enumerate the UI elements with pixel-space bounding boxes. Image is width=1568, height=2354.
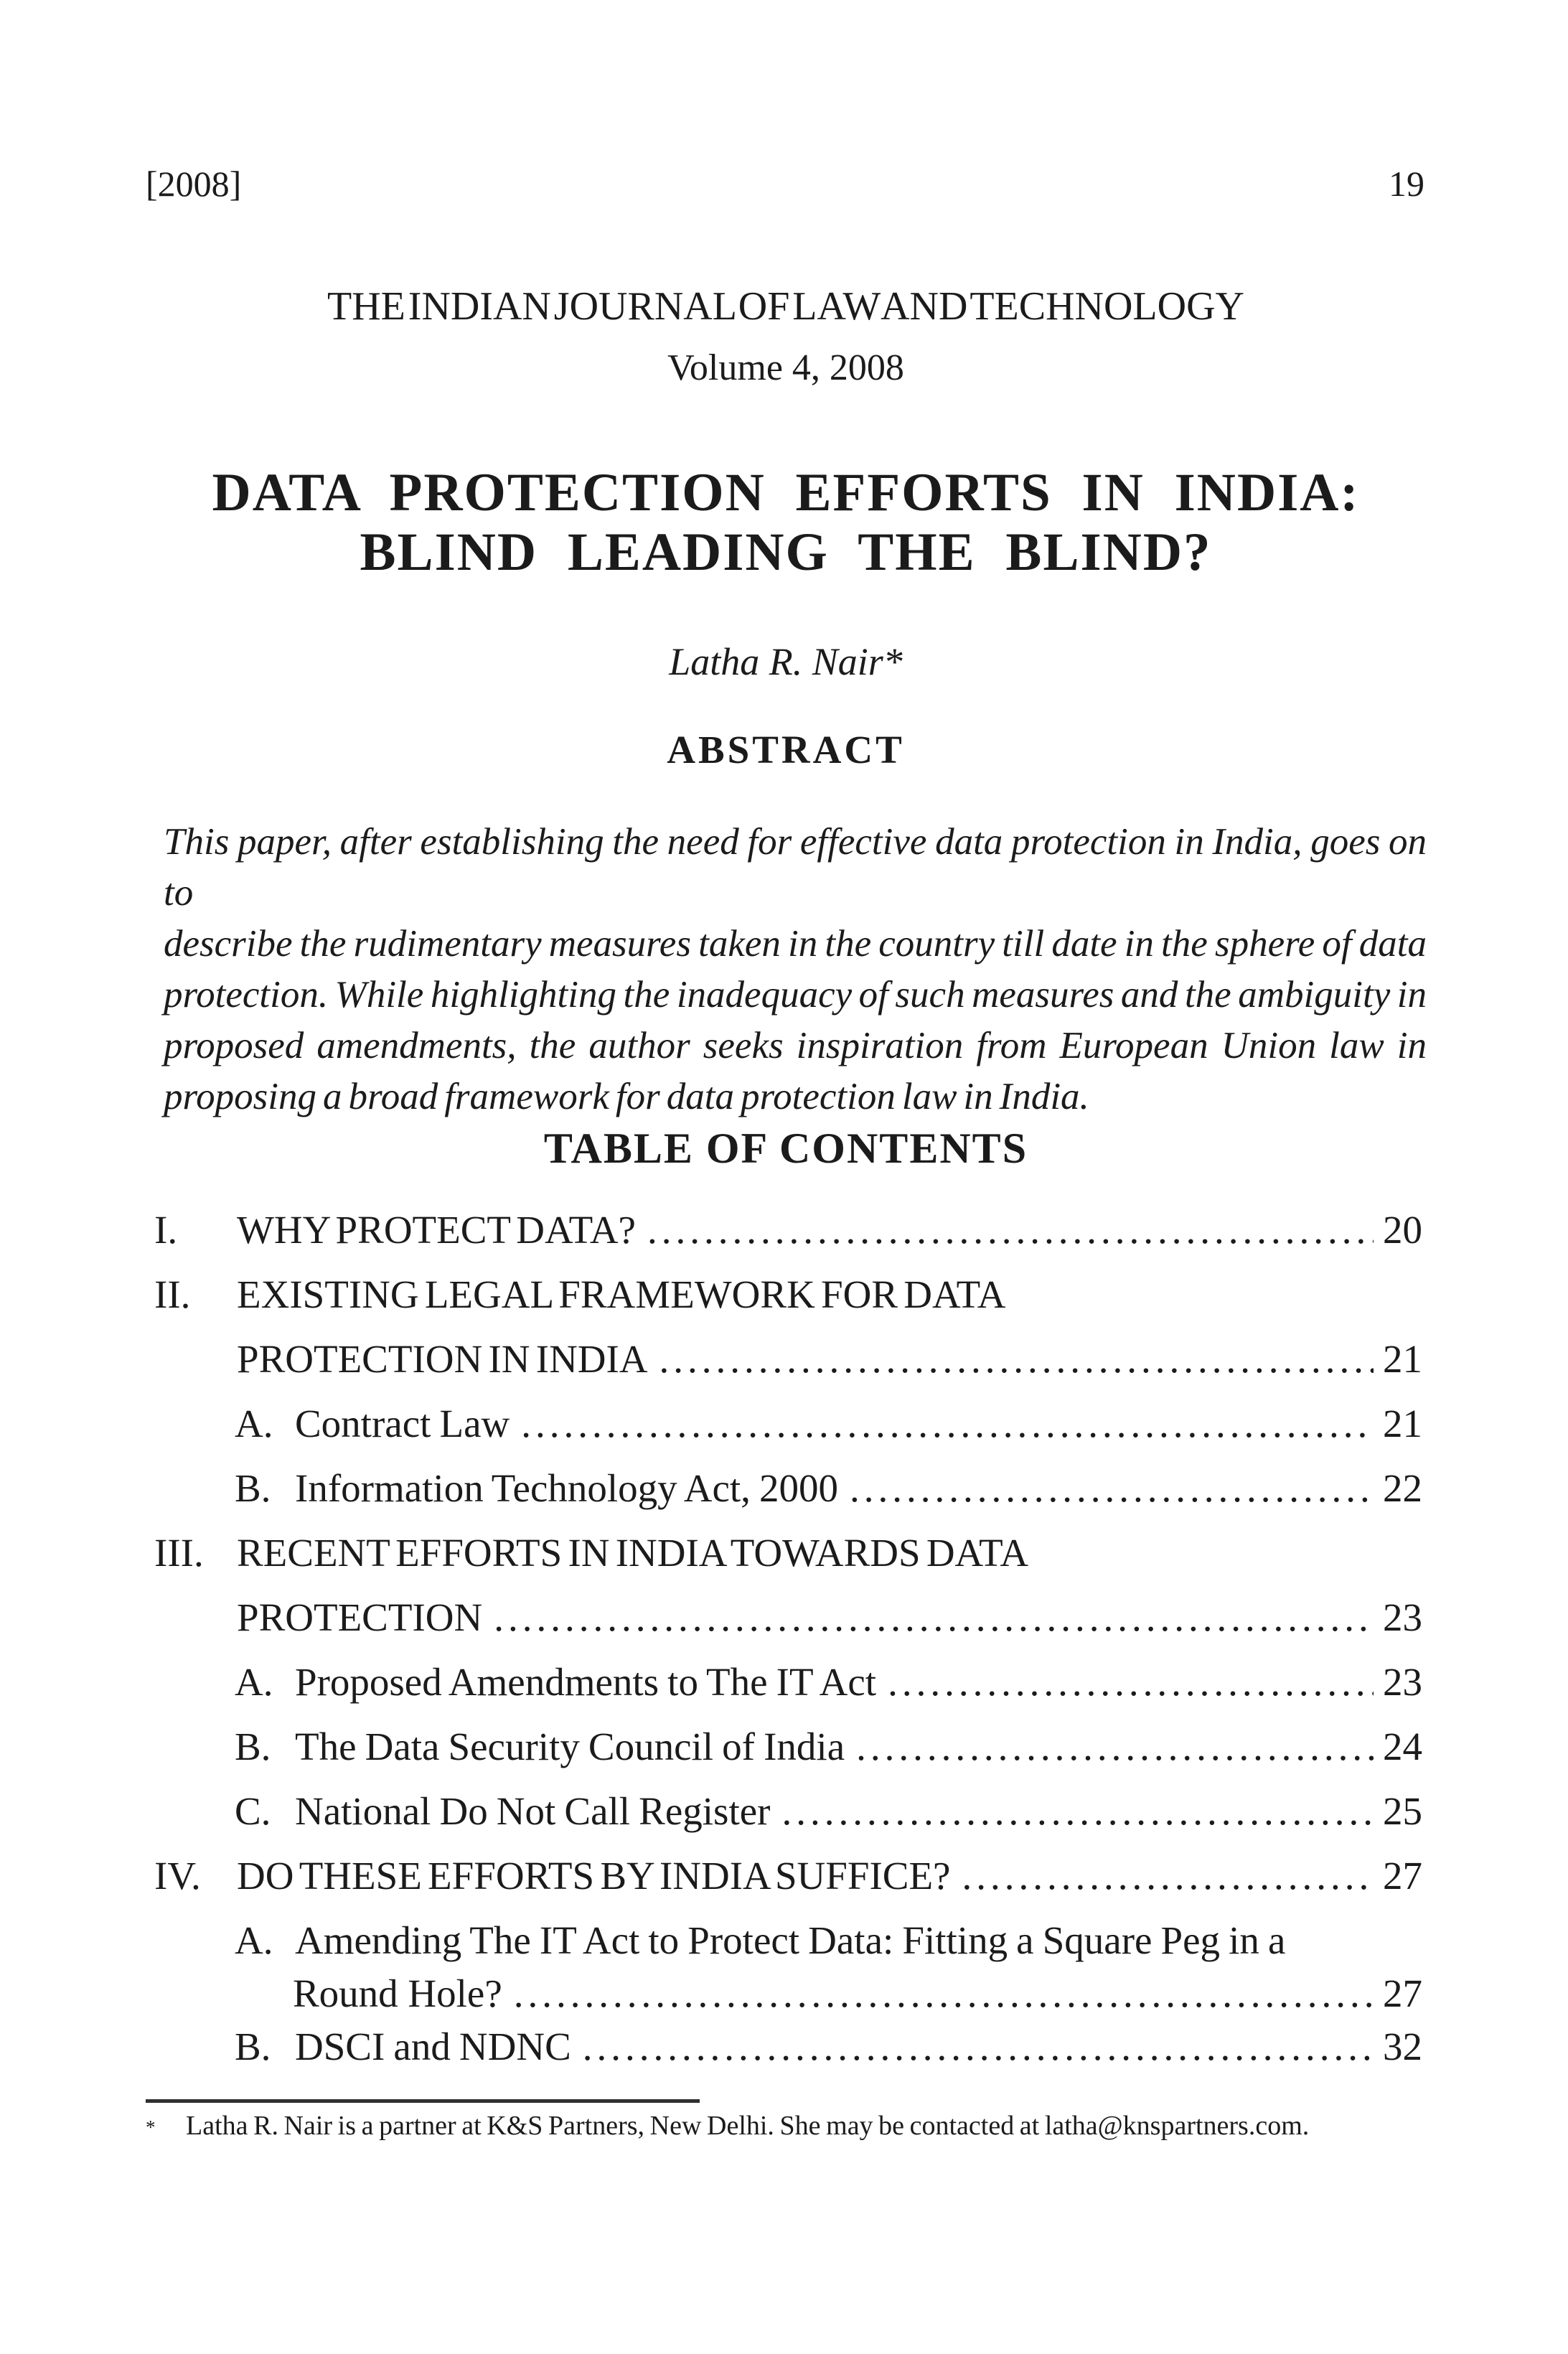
toc-entry-number: C.: [235, 1789, 271, 1833]
toc-leader-dots: [962, 1844, 1374, 1908]
toc-leader-dots: [888, 1650, 1374, 1715]
toc-entry-label: Round Hole?: [293, 1971, 502, 2015]
toc-entry-label: EXISTING LEGAL FRAMEWORK FOR DATA: [237, 1272, 1006, 1316]
toc-leader-dots: [659, 1327, 1374, 1392]
toc-entry-number: B.: [235, 2025, 271, 2068]
toc-leader-dots: [494, 1585, 1374, 1650]
toc-entry-label: Contract Law: [295, 1402, 510, 1445]
abstract-line: protection. While highlighting the inadequacy of such measures and the ambiguity in: [164, 974, 1427, 1016]
toc-entry-label: RECENT EFFORTS IN INDIA TOWARDS DATA: [237, 1531, 1029, 1575]
toc-entry-page: 25: [1383, 1789, 1422, 1833]
toc-entry: [146, 1456, 1422, 1521]
toc-entry: [146, 1908, 1422, 1973]
header-page-number: 19: [1389, 164, 1424, 204]
toc-entry-page: 32: [1383, 2025, 1422, 2068]
toc-entry: [146, 1844, 1422, 1908]
toc-entry-number: A.: [235, 1402, 273, 1445]
abstract-line: proposed amendments, the author seeks inspiration from European Union law in: [164, 1025, 1427, 1066]
toc-leader-dots: [781, 1779, 1374, 1844]
toc-entry: [146, 1392, 1422, 1456]
toc-entry-label: Proposed Amendments to The IT Act: [295, 1660, 877, 1704]
toc-entry-page: 27: [1383, 1971, 1422, 2015]
header-year: [2008]: [146, 164, 242, 204]
toc-entry-label: DO THESE EFFORTS BY INDIA SUFFICE?: [237, 1854, 951, 1898]
author-name: Latha R. Nair*: [669, 640, 903, 683]
toc-entry-number: B.: [235, 1466, 271, 1510]
toc-entry-number: A.: [235, 1660, 273, 1704]
toc-entry: [146, 1973, 1422, 2015]
toc-entry-number: IV.: [154, 1854, 201, 1898]
toc-leader-dots: [514, 1973, 1374, 2015]
toc-entry-page: 21: [1383, 1337, 1422, 1381]
footnote-separator-rule: [146, 2099, 700, 2103]
toc-entry-label: WHY PROTECT DATA?: [237, 1208, 636, 1252]
toc-entry-label: Information Technology Act, 2000: [295, 1466, 838, 1510]
toc-leader-dots: [850, 1456, 1374, 1521]
toc-entry: [146, 2015, 1422, 2079]
toc-entry: [146, 1262, 1422, 1327]
toc-entry-page: 23: [1383, 1595, 1422, 1639]
toc-entry: [146, 1650, 1422, 1715]
article-title: [147, 463, 1424, 582]
toc-entry-page: 24: [1383, 1725, 1422, 1768]
toc-entry-label: The Data Security Council of India: [295, 1725, 845, 1768]
toc-entry: [146, 1198, 1422, 1262]
toc-entry-number: II.: [154, 1272, 191, 1316]
volume-line: Volume 4, 2008: [667, 347, 904, 388]
toc-entry-label: DSCI and NDNC: [295, 2025, 571, 2068]
abstract-text: [164, 817, 1427, 1122]
toc-heading: TABLE OF CONTENTS: [543, 1125, 1028, 1172]
footnote-asterisk-marker: *: [146, 2116, 156, 2138]
toc-leader-dots: [856, 1715, 1374, 1779]
article-title-line1: DATA PROTECTION EFFORTS IN INDIA:: [212, 463, 1360, 522]
toc-entry-label: National Do Not Call Register: [295, 1789, 771, 1833]
toc-entry-number: I.: [154, 1208, 178, 1252]
page-header: [146, 162, 1424, 205]
abstract-line: This paper, after establishing the need for effective data protection in India, goes on to: [164, 821, 1427, 914]
toc-entry-page: 22: [1383, 1466, 1422, 1510]
footnote-text: Latha R. Nair is a partner at K&S Partners, New Delhi. She may be contacted at latha@knspartners.com.: [186, 2111, 1310, 2141]
toc-entry: [146, 1779, 1422, 1844]
article-title-line2: BLIND LEADING THE BLIND?: [360, 522, 1212, 582]
toc-entry-label: PROTECTION IN INDIA: [237, 1337, 648, 1381]
journal-title: THE INDIAN JOURNAL OF LAW AND TECHNOLOGY: [327, 284, 1244, 329]
abstract-heading: ABSTRACT: [667, 728, 905, 772]
toc-entry: [146, 1327, 1422, 1392]
table-of-contents: [146, 1198, 1422, 2079]
toc-entry: [146, 1585, 1422, 1650]
toc-leader-dots: [583, 2015, 1374, 2079]
toc-entry-page: 27: [1383, 1854, 1422, 1898]
abstract-line: proposing a broad framework for data protection law in India.: [164, 1076, 1089, 1117]
toc-entry-number: A.: [235, 1918, 273, 1962]
toc-entry-page: 21: [1383, 1402, 1422, 1445]
toc-entry: [146, 1521, 1422, 1585]
toc-entry-number: III.: [154, 1531, 204, 1575]
toc-entry-label: PROTECTION: [237, 1595, 483, 1639]
toc-entry: [146, 1715, 1422, 1779]
toc-entry-label: Amending The IT Act to Protect Data: Fitting a Square Peg in a: [295, 1918, 1286, 1962]
toc-entry-page: 23: [1383, 1660, 1422, 1704]
toc-entry-number: B.: [235, 1725, 271, 1768]
toc-leader-dots: [647, 1198, 1374, 1262]
toc-entry-page: 20: [1383, 1208, 1422, 1252]
toc-leader-dots: [521, 1392, 1374, 1456]
abstract-line: describe the rudimentary measures taken in the country till date in the sphere of data: [164, 923, 1427, 965]
footnote: [146, 2109, 1424, 2144]
